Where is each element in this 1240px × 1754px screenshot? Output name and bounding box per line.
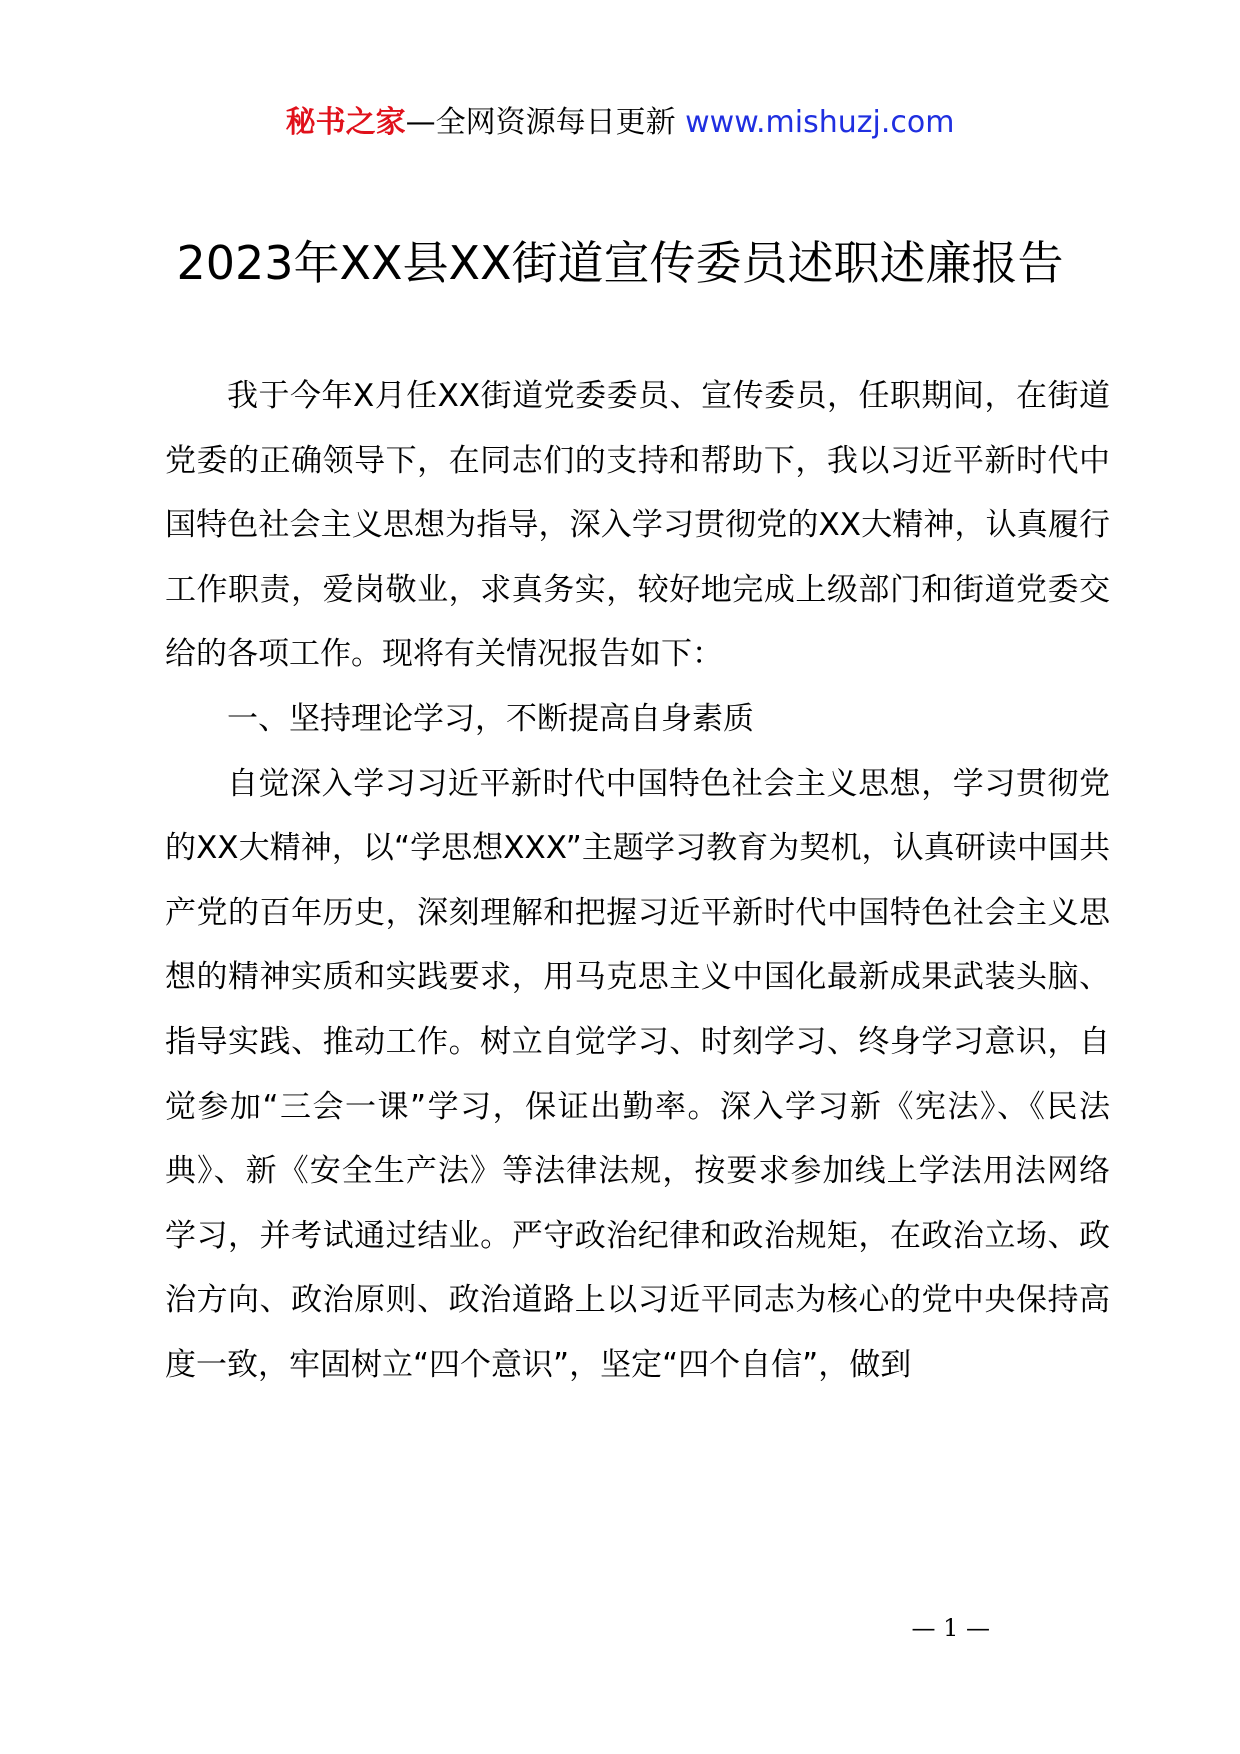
site-brand: 秘书之家: [285, 105, 406, 140]
document-body: [165, 364, 1110, 1398]
body-paragraph: 自觉深入学习习近平新时代中国特色社会主义思想，学习贯彻党的XX大精神，以“学思想XXX”主题学习教育为契机，认真研读中国共产党的百年历史，深刻理解和把握习近平新时代中国特色社会主义思想的精神实质和实践要求，用马克思主义中国化最新成果武装头脑、指导实践、推动工作。树立自觉学习、时刻学习、终身学习意识，自觉参加“三会一课”学习，保证出勤率。深入学习新《宪法》、《民法典》、新《安全生产法》等法律法规，按要求参加线上学法用法网络学习，并考试通过结业。严守政治纪律和政治规矩，在政治立场、政治方向、政治原则、政治道路上以习近平同志为核心的党中央保持高度一致，牢固树立“四个意识”，坚定“四个自信”，做到: [165, 765, 1110, 1383]
site-url-link[interactable]: www.mishuzj.com: [685, 105, 955, 140]
section-heading: 一、坚持理论学习，不断提高自身素质: [227, 700, 754, 737]
page-number: — 1 —: [911, 1614, 990, 1642]
document-title: 2023年XX县XX街道宣传委员述职述廉报告: [176, 236, 1064, 290]
intro-paragraph: 我于今年X月任XX街道党委委员、宣传委员，任职期间，在街道党委的正确领导下，在同志们的支持和帮助下，我以习近平新时代中国特色社会主义思想为指导，深入学习贯彻党的XX大精神，认真履行工作职责，爱岗敬业，求真务实，较好地完成上级部门和街道党委交给的各项工作。现将有关情况报告如下：: [165, 378, 1110, 673]
site-tagline: —全网资源每日更新: [405, 105, 686, 140]
site-header: [0, 98, 1240, 148]
